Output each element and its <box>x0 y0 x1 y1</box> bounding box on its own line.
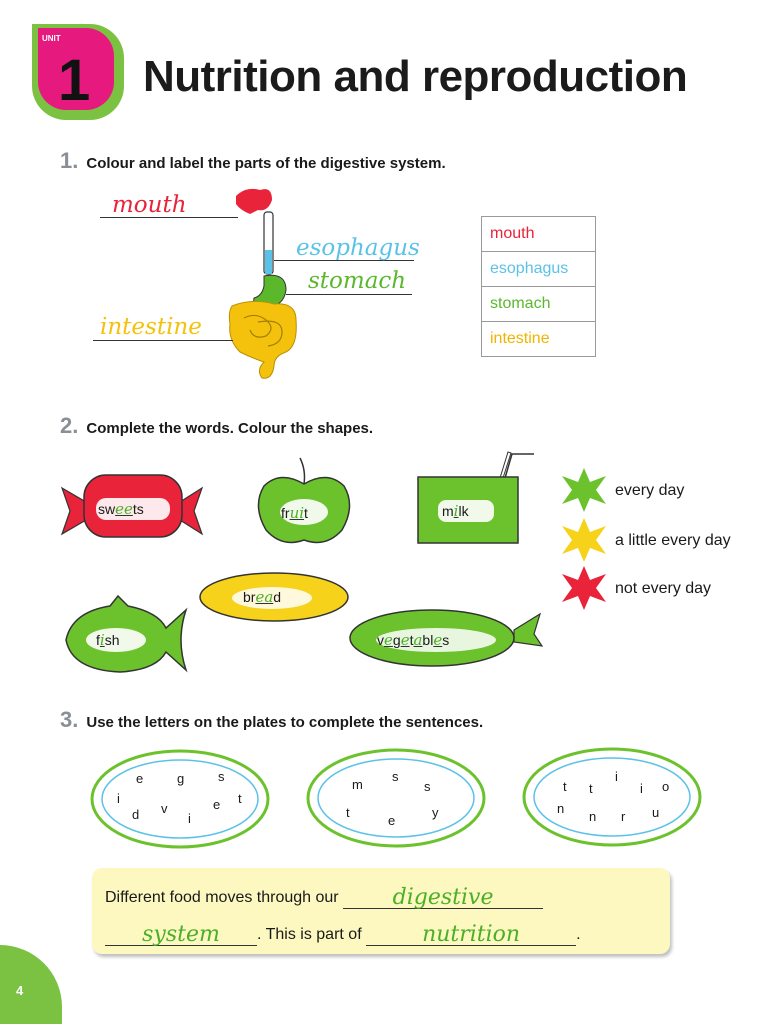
sentence-part-3: . <box>576 926 581 943</box>
answer-blank-1[interactable] <box>343 883 543 909</box>
answer-system: system <box>142 922 220 947</box>
mouth-handwritten-label: mouth <box>112 192 187 218</box>
sentence-part-1: Different food moves through our <box>105 889 339 906</box>
plate-2 <box>308 750 484 846</box>
page-title: Nutrition and reproduction <box>143 52 688 101</box>
stomach-handwritten-label: stomach <box>308 268 407 294</box>
plate-3-letter: u <box>652 805 660 820</box>
esophagus-handwritten-label: esophagus <box>296 235 420 261</box>
plate-1-letter: g <box>177 771 185 786</box>
plate-1-letter: s <box>218 769 225 784</box>
exercise-2-instruction: Complete the words. Colour the shapes. <box>86 420 374 437</box>
plate-2-letter: s <box>392 769 399 784</box>
plate-1-letter: v <box>161 801 168 816</box>
word-fruit: fruit <box>281 504 308 522</box>
unit-label: UNIT <box>42 34 61 43</box>
plate-1-letter: t <box>238 791 242 806</box>
plate-3 <box>524 749 700 845</box>
exercise-3-instruction: Use the letters on the plates to complete the sentences. <box>86 714 484 731</box>
plate-3-letter: r <box>621 809 626 824</box>
word-vegetables: vegetables <box>377 631 450 649</box>
word-fish: fish <box>96 631 120 649</box>
exercise-3-number: 3. <box>60 707 79 732</box>
exercise-1-number: 1. <box>60 148 79 173</box>
legend-every-day: every day <box>615 482 685 499</box>
answer-nutrition: nutrition <box>422 922 521 947</box>
plate-1-letter: e <box>213 797 221 812</box>
plate-3-letter: o <box>662 779 670 794</box>
intestine-handwritten-label: intestine <box>100 314 202 340</box>
answer-blank-3[interactable] <box>366 920 576 946</box>
plate-1-letter: i <box>188 811 191 826</box>
answer-digestive: digestive <box>392 885 494 910</box>
plate-3-letter: i <box>640 781 643 796</box>
word-sweets: sweets <box>98 500 144 518</box>
exercise-1-instruction: Colour and label the parts of the digestive system. <box>86 155 446 172</box>
page-corner-tab <box>0 945 62 1024</box>
sentence-line-1 <box>105 883 543 909</box>
plate-1-letter: e <box>136 771 144 786</box>
plate-2-letter: t <box>346 805 350 820</box>
plate-3-letter: n <box>589 809 597 824</box>
plate-3-letter: t <box>563 779 567 794</box>
plate-2-letter: s <box>424 779 431 794</box>
legend-not-every-day: not every day <box>615 580 712 597</box>
plate-1-letter: i <box>117 791 120 806</box>
page-number: 4 <box>16 983 24 998</box>
exercise-2-number: 2. <box>60 413 79 438</box>
plate-3-letter: t <box>589 781 593 796</box>
key-stomach: stomach <box>482 287 596 322</box>
word-bread: bread <box>243 588 282 606</box>
sentence-line-2 <box>105 920 581 946</box>
plate-2-letter: m <box>352 777 363 792</box>
key-intestine: intestine <box>490 330 550 347</box>
legend-a-little-every-day: a little every day <box>615 532 731 549</box>
plate-2-letter: y <box>432 805 439 820</box>
plate-2-letter: e <box>388 813 396 828</box>
plate-3-letter: i <box>615 769 618 784</box>
plate-3-letter: n <box>557 801 565 816</box>
key-esophagus: esophagus <box>482 252 596 287</box>
sentence-part-2: . This is part of <box>257 926 362 943</box>
plate-1-letter: d <box>132 807 140 822</box>
key-mouth: mouth <box>482 217 596 252</box>
answer-blank-2[interactable] <box>105 920 257 946</box>
word-milk: milk <box>442 502 469 520</box>
unit-number: 1 <box>58 48 91 113</box>
